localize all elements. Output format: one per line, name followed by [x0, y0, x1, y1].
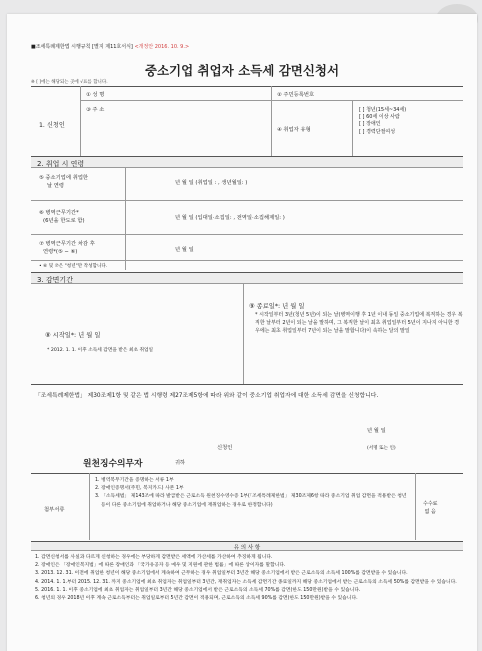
age-date: 년 월 일 (취업일 : , 생년월일: )	[175, 180, 248, 186]
applicant-label: 1. 신청인	[39, 122, 65, 129]
service-date: 년 월 일 (입대일·소집일: , 전역일·소집해제일: )	[175, 215, 285, 221]
note-item: 1. 감면신청서를 사실과 다르게 신청하는 경우에는 부당하게 감면받은 세액에 가산세를 가산하여 추징하게 됩니다.	[35, 555, 273, 560]
checkbox-icon: [ ]	[359, 107, 365, 113]
signature-note[interactable]: (서명 또는 인)	[367, 446, 396, 451]
signer-label: 신청인	[217, 445, 233, 451]
attachment-list	[95, 477, 411, 510]
note-item: 5. 2016. 1. 1. 이후 중소기업에 최초 취업자는 취업일부터 3년간 해당 중소기업에서 받은 근로소득의 소득세 70%를 감면(한도 150만원)받을 수 있습니다.	[35, 587, 361, 593]
note-item: 4. 2014. 1. 1.부터 2015. 12. 31. 까지 중소기업에 최초 취업자는 취업일부터 3년간, 재취업자는 소득세 감면기간 종료일까지 해당 중소기업에서 받는 근로소득의 소득세 50%를 감면받을 수 있습니다.	[35, 579, 457, 585]
option-career-break[interactable]: [ ] 경력단절여성	[359, 128, 396, 135]
note-item: 2. 장애인은 「장애인복지법」에 따른 장애인과 「국가유공자 등 예우 및 지원에 관한 법률」에 따른 상이자를 말합니다.	[35, 563, 286, 569]
note-item: 6. 청년의 경우 2018년 이후 계속 근로소득부터는 취업일로부터 5년간 감면이 적용되며, 근로소득의 소득세 90%를 감면(한도 150만원)받을 수 있습니다.	[35, 596, 358, 602]
option-disabled[interactable]: [ ] 장애인	[359, 121, 381, 128]
check-note: ※ [ ]에는 해당되는 곳에 √표를 합니다.	[31, 80, 108, 85]
form-title: 중소기업 취업자 소득세 감면신청서	[144, 63, 340, 78]
attachment-item: 3. 「소득세법」 제143조에 따라 발급받은 근로소득 원천징수영수증 1부(「조세특례제한법」 제30조제6항 따라 중소기업 취업 감면을 적용받은 청년 등이 다른 중소기업에 취업하거나 해당 중소기업에 재취업하는 경우로 한정합니다)	[95, 494, 407, 508]
note-item: 3. 2013. 12. 31. 이전에 취업한 청년이 해당 중소기업에서 계속하여 근무하는 경우 취업일부터 3년간 해당 중소기업에서 받은 근로소득의 소득세 100%를 감면받을 수 있습니다.	[35, 571, 408, 577]
attachment-item: 2. 장애인증명서(주민, 복지카드) 사본 1부	[95, 486, 184, 492]
notes-list	[35, 554, 465, 603]
checkbox-icon: [ ]	[359, 128, 365, 135]
revision-note: <개정안 2016. 10. 9.>	[134, 44, 190, 50]
attachment-item: 1. 병역복무기간을 증명하는 서류 1부	[95, 478, 174, 483]
worker-type-label: ④ 취업자 유형	[277, 127, 311, 133]
age-label: ⑤ 중소기업에 취업한 날 연령	[39, 175, 89, 189]
end-date-note: * 시작일부터 3년(청년 5년)이 되는 날(병역이행 후 1년 이내 동일 중소기업에 복직하는 경우 복직한 날부터 2년이 되는 날을 말하며, 그 복직한 날이 최초 취업일부터 5년이 지나지 아니한 경우에는 최초 취업일부터 7년이 되는 날을 말합니다)이 속하는 달의 말일	[255, 312, 463, 334]
service-label: ⑥ 병역근무기간* (6년을 한도로 함)	[39, 210, 85, 224]
recipient-suffix: 귀하	[175, 460, 186, 466]
rule-reference: ■조세특례제한법 시행규칙 [별지 제11호서식] <개정안 2016. 10. 9.>	[31, 44, 190, 50]
name-label: ① 성 명	[86, 92, 105, 98]
start-date-label: ⑧ 시작일*: 년 월 일	[45, 332, 101, 339]
checkbox-icon: [ ]	[359, 114, 365, 121]
section-age-header: 2. 취업 시 연령	[31, 156, 463, 168]
section-period-header: 3. 감면기간	[31, 272, 463, 284]
rrn-label: ② 주민등록번호	[277, 92, 315, 98]
option-youth[interactable]: [ ] 청년(15세~34세)	[359, 107, 407, 113]
recipient: 원천징수의무자	[83, 459, 143, 469]
application-date: 년 월 일	[367, 428, 386, 434]
age-footnote: • ⑥ 및 ⑦은 "청년"만 작성합니다.	[39, 264, 108, 269]
deduct-date: 년 월 일	[175, 247, 194, 253]
deduct-label: ⑦ 병역근무기간 차감 후 연령*(⑤ − ⑥)	[39, 241, 95, 255]
option-senior[interactable]: [ ] 60세 이상 사람	[359, 114, 400, 121]
form-page	[7, 14, 477, 651]
checkbox-icon: [ ]	[359, 121, 365, 128]
address-label: ③ 주 소	[86, 107, 105, 113]
attachments-label: 첨부서류	[44, 507, 65, 513]
worker-type-options	[359, 107, 469, 136]
notes-header: 유 의 사 항	[31, 541, 463, 551]
start-date-note: * 2012. 1. 1. 이후 소득세 감면을 받은 최초 취업일	[47, 348, 154, 353]
fee: 수수료 없 음	[423, 501, 438, 515]
declaration-text: 「조세특례제한법」 제30조제1항 및 같은 법 시행령 제27조제5항에 따라 위와 같이 중소기업 취업자에 대한 소득세 감면을 신청합니다.	[35, 393, 379, 399]
end-date-label: ⑨ 종료일*: 년 월 일	[249, 303, 305, 310]
